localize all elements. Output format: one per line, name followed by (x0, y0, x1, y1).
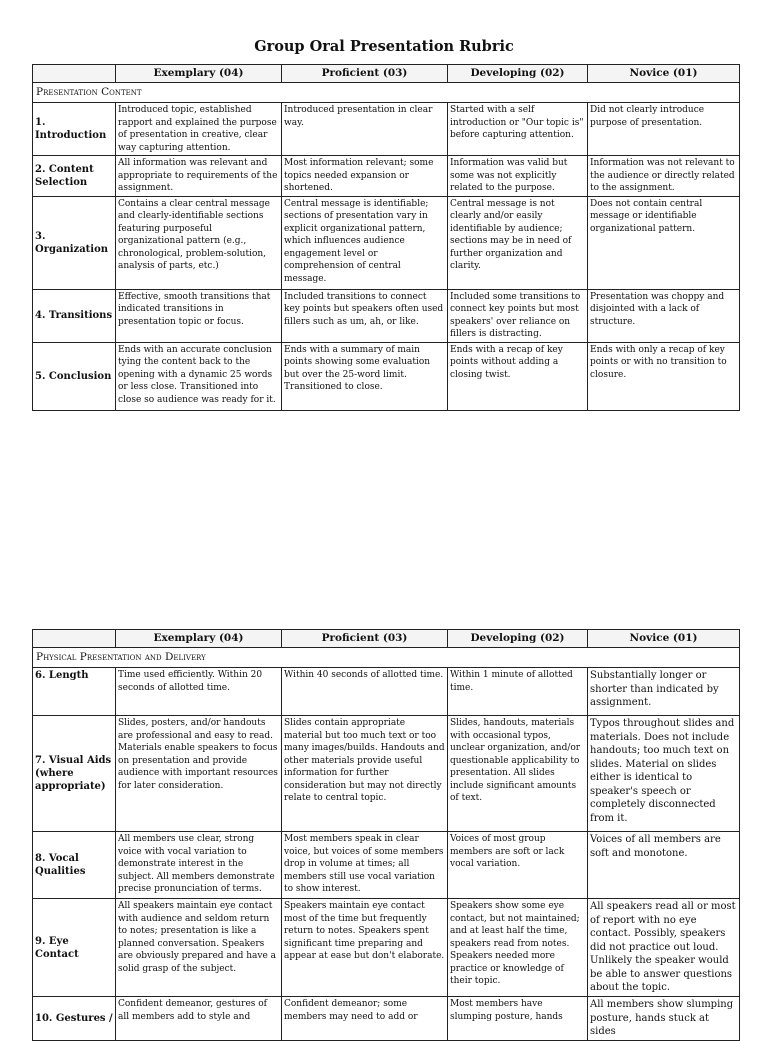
header-row (33, 65, 740, 83)
rubric-cell: Typos throughout slides and materials. Does not include handouts; too much text on slides. Material on slides either is identical to speaker's speech or completely disconnected from it. (588, 716, 740, 832)
criterion-cell: 5. Conclusion (33, 342, 116, 410)
rubric-cell: Within 1 minute of allotted time. (448, 668, 588, 716)
rubric-cell: Confident demeanor; some members may need to add or (282, 997, 448, 1041)
rubric-cell: Voices of all members are soft and monotone. (588, 832, 740, 899)
criterion-cell: 3. Organization (33, 196, 116, 289)
level-header-exemplary: Exemplary (04) (116, 65, 282, 83)
rubric-cell: Ends with a recap of key points without adding a closing twist. (448, 342, 588, 410)
rubric-cell: Ends with a summary of main points showing some evaluation but over the 25-word limit. Transitioned to close. (282, 342, 448, 410)
table-row (33, 289, 740, 342)
table-row (33, 342, 740, 410)
rubric-cell: Effective, smooth transitions that indicated transitions in presentation topic or focus. (116, 289, 282, 342)
header-row (33, 630, 740, 648)
page-title: Group Oral Presentation Rubric (254, 38, 514, 55)
rubric-cell: Slides, posters, and/or handouts are professional and easy to read. Materials enable speakers to focus on presentation and provide audience with important resources for later consideration. (116, 716, 282, 832)
rubric-cell: Central message is not clearly and/or easily identifiable by audience; sections may be in need of further organization and clarity. (448, 196, 588, 289)
rubric-cell: Slides, handouts, materials with occasional typos, unclear organization, and/or questionable applicability to presentation. All slides include significant amounts of text. (448, 716, 588, 832)
rubric-cell: Included some transitions to connect key points but most speakers' over reliance on fillers is distracting. (448, 289, 588, 342)
rubric-cell: All information was relevant and appropriate to requirements of the assignment. (116, 156, 282, 197)
rubric-cell: All members show slumping posture, hands stuck at sides (588, 997, 740, 1041)
table-row (33, 899, 740, 997)
rubric-table-content (32, 64, 740, 411)
table-row (33, 832, 740, 899)
rubric-cell: Most members have slumping posture, hands (448, 997, 588, 1041)
rubric-cell: Most information relevant; some topics needed expansion or shortened. (282, 156, 448, 197)
rubric-cell: Time used efficiently. Within 20 seconds of allotted time. (116, 668, 282, 716)
level-header-developing: Developing (02) (448, 630, 588, 648)
rubric-cell: Speakers maintain eye contact most of the time but frequently return to notes. Speakers spent significant time preparing and appear at ease but don't elaborate. (282, 899, 448, 997)
table-row (33, 668, 740, 716)
rubric-cell: Substantially longer or shorter than indicated by assignment. (588, 668, 740, 716)
section-row (33, 83, 740, 103)
section-row (33, 648, 740, 668)
rubric-cell: Did not clearly introduce purpose of presentation. (588, 103, 740, 156)
level-header-novice: Novice (01) (588, 65, 740, 83)
table-row (33, 196, 740, 289)
table-row (33, 997, 740, 1041)
criterion-cell: 8. Vocal Qualities (33, 832, 116, 899)
section-title: Presentation Content (33, 83, 740, 103)
rubric-cell: Ends with only a recap of key points or with no transition to closure. (588, 342, 740, 410)
rubric-cell: All speakers maintain eye contact with audience and seldom return to notes; presentation is like a planned conversation. Speakers are obviously prepared and have a solid grasp of the subject. (116, 899, 282, 997)
rubric-cell: Introduced topic, established rapport and explained the purpose of presentation in creative, clear way capturing attention. (116, 103, 282, 156)
level-header-proficient: Proficient (03) (282, 65, 448, 83)
level-header-developing: Developing (02) (448, 65, 588, 83)
rubric-cell: Introduced presentation in clear way. (282, 103, 448, 156)
rubric-cell: Presentation was choppy and disjointed with a lack of structure. (588, 289, 740, 342)
rubric-cell: Information was not relevant to the audience or directly related to the assignment. (588, 156, 740, 197)
criterion-cell: 10. Gestures / (33, 997, 116, 1041)
rubric-cell: Information was valid but some was not explicitly related to the purpose. (448, 156, 588, 197)
rubric-cell: Most members speak in clear voice, but voices of some members drop in volume at times; all members still use vocal variation to show interest. (282, 832, 448, 899)
criterion-header (33, 65, 116, 83)
rubric-cell: Contains a clear central message and clearly-identifiable sections featuring purposeful organizational pattern (e.g., chronological, problem-solution, analysis of parts, etc.) (116, 196, 282, 289)
table-row (33, 103, 740, 156)
section-title: Physical Presentation and Delivery (33, 648, 740, 668)
criterion-cell: 2. Content Selection (33, 156, 116, 197)
level-header-proficient: Proficient (03) (282, 630, 448, 648)
rubric-cell: All speakers read all or most of report with no eye contact. Possibly, speakers did not practice out loud. Unlikely the speaker would be able to answer questions about the topic. (588, 899, 740, 997)
rubric-cell: Started with a self introduction or "Our topic is" before capturing attention. (448, 103, 588, 156)
rubric-cell: Within 40 seconds of allotted time. (282, 668, 448, 716)
rubric-cell: Confident demeanor, gestures of all members add to style and (116, 997, 282, 1041)
criterion-cell: 6. Length (33, 668, 116, 716)
criterion-cell: 4. Transitions (33, 289, 116, 342)
criterion-cell: 1. Introduction (33, 103, 116, 156)
criterion-cell: 7. Visual Aids (where appropriate) (33, 716, 116, 832)
table-row (33, 716, 740, 832)
rubric-cell: Ends with an accurate conclusion tying the content back to the opening with a dynamic 25 words or less close. Transitioned into close so audience was ready for it. (116, 342, 282, 410)
rubric-cell: Slides contain appropriate material but too much text or too many images/builds. Handouts and other materials provide useful information for further consideration but may not directly relate to central topic. (282, 716, 448, 832)
rubric-cell: Voices of most group members are soft or lack vocal variation. (448, 832, 588, 899)
criterion-header (33, 630, 116, 648)
rubric-table-delivery (32, 629, 740, 1041)
rubric-cell: Central message is identifiable; sections of presentation vary in explicit organizational pattern, which influences audience engagement level or comprehension of central message. (282, 196, 448, 289)
table-row (33, 156, 740, 197)
level-header-novice: Novice (01) (588, 630, 740, 648)
rubric-cell: All members use clear, strong voice with vocal variation to demonstrate interest in the subject. All members demonstrate precise pronunciation of terms. (116, 832, 282, 899)
rubric-cell: Does not contain central message or identifiable organizational pattern. (588, 196, 740, 289)
rubric-cell: Included transitions to connect key points but speakers often used fillers such as um, ah, or like. (282, 289, 448, 342)
rubric-cell: Speakers show some eye contact, but not maintained; and at least half the time, speakers read from notes. Speakers needed more practice or knowledge of their topic. (448, 899, 588, 997)
criterion-cell: 9. Eye Contact (33, 899, 116, 997)
level-header-exemplary: Exemplary (04) (116, 630, 282, 648)
